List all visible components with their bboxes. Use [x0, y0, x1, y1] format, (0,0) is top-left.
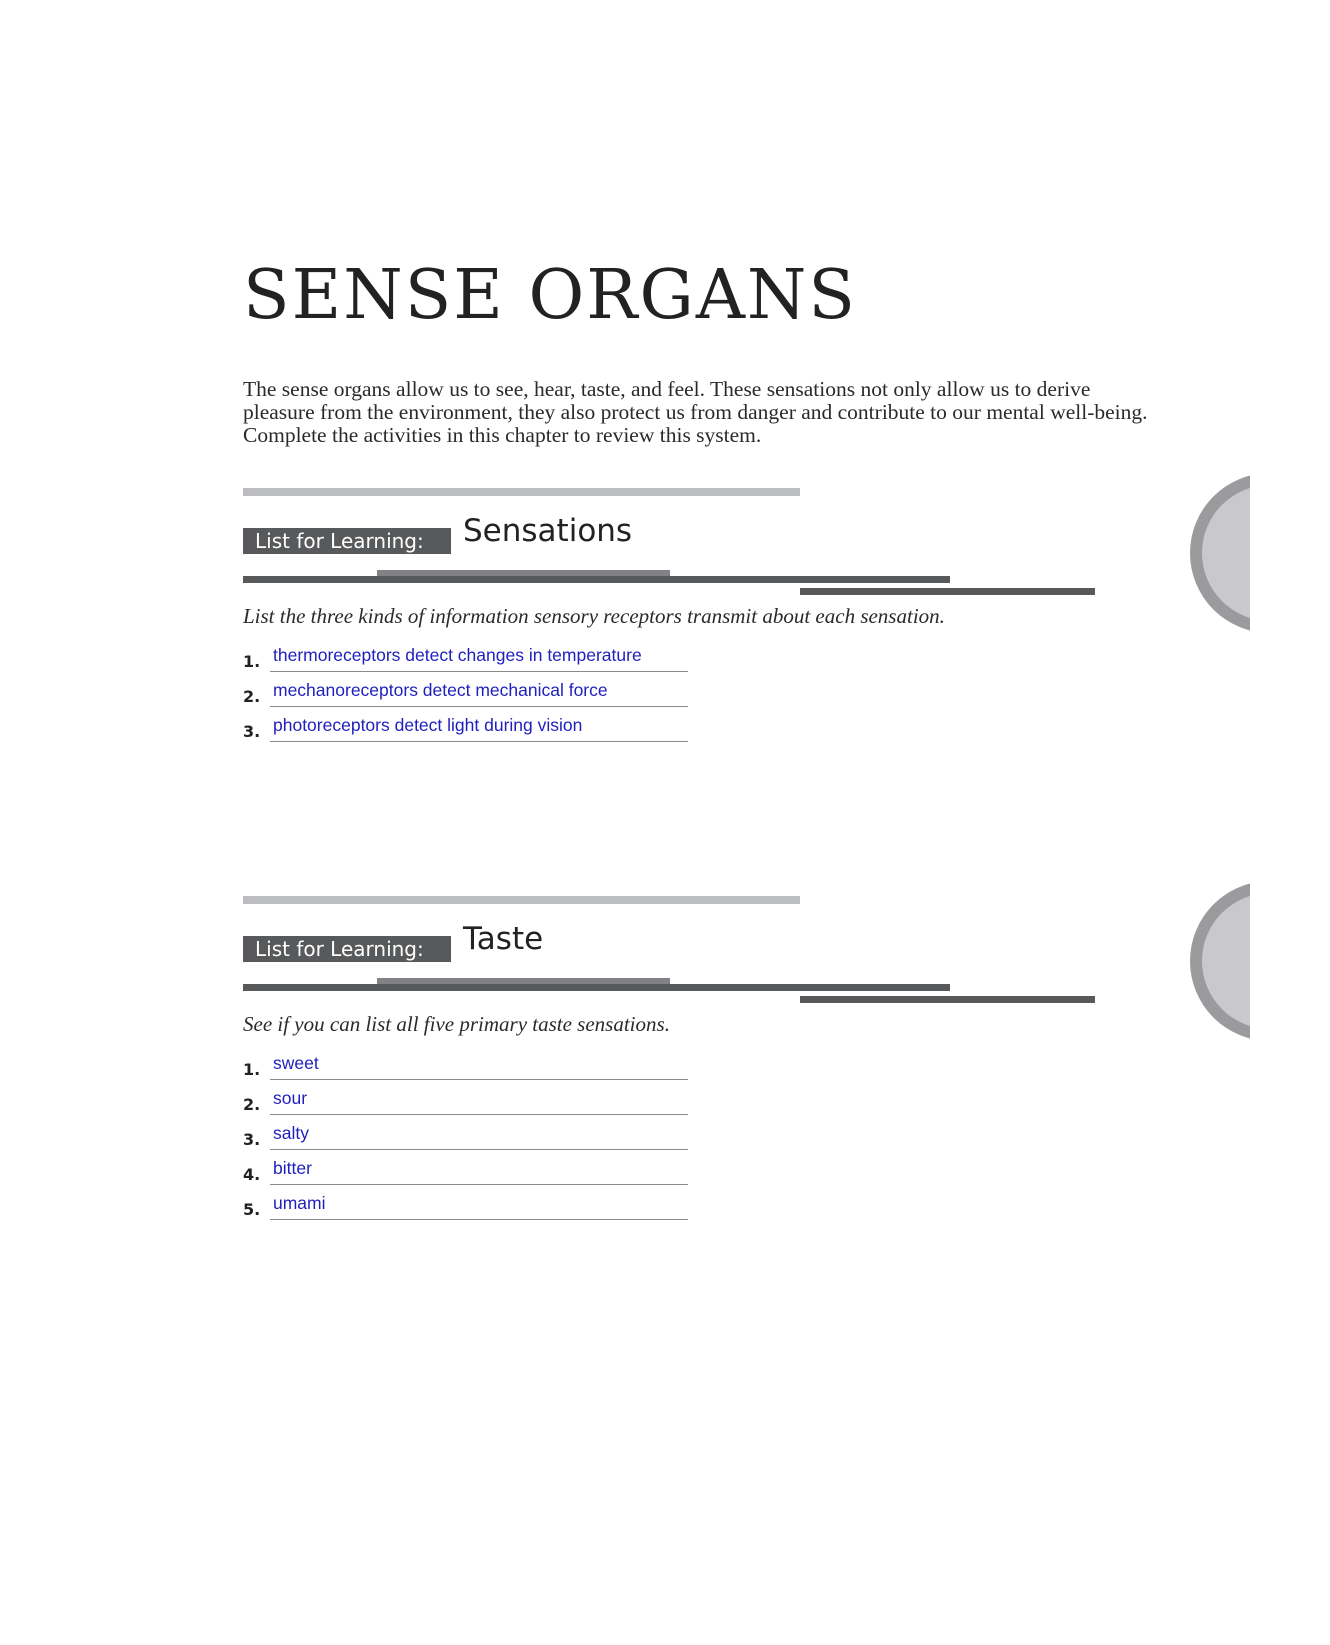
header-bar-middle [243, 984, 950, 991]
instruction-text: List the three kinds of information sensory receptors transmit about each sensation. [243, 604, 945, 628]
header-bar-top [243, 488, 800, 496]
list-item [243, 638, 693, 673]
section-taste [0, 896, 1330, 1296]
list-item [243, 1081, 693, 1116]
header-bar-middle [243, 576, 950, 583]
item-number: 3. [243, 1130, 261, 1149]
answer-list [243, 1046, 693, 1221]
list-item [243, 1116, 693, 1151]
list-item [243, 1186, 693, 1221]
answer-line [270, 1079, 688, 1080]
answer-field[interactable]: photoreceptors detect light during vision [273, 715, 583, 735]
header-bar-bottom [800, 996, 1095, 1003]
header-bar-top [243, 896, 800, 904]
item-number: 1. [243, 652, 261, 671]
list-item [243, 708, 693, 743]
answer-line [270, 671, 688, 672]
answer-field[interactable]: mechanoreceptors detect mechanical force [273, 680, 608, 700]
item-number: 2. [243, 687, 261, 706]
answer-line [270, 1219, 688, 1220]
chapter-tab [1190, 881, 1250, 1041]
answer-field[interactable]: salty [273, 1123, 309, 1143]
instruction-text: See if you can list all five primary taste sensations. [243, 1012, 670, 1036]
section-sensations [0, 488, 1330, 888]
answer-field[interactable]: bitter [273, 1158, 312, 1178]
answer-line [270, 1184, 688, 1185]
item-number: 5. [243, 1200, 261, 1219]
list-item [243, 1046, 693, 1081]
list-item [243, 1151, 693, 1186]
item-number: 2. [243, 1095, 261, 1114]
answer-field[interactable]: umami [273, 1193, 326, 1213]
header-bar-bottom [800, 588, 1095, 595]
answer-line [270, 741, 688, 742]
answer-line [270, 706, 688, 707]
answer-field[interactable]: thermoreceptors detect changes in temperature [273, 645, 642, 665]
item-number: 1. [243, 1060, 261, 1079]
answer-field[interactable]: sour [273, 1088, 308, 1108]
section-title: Taste [463, 921, 544, 957]
list-item [243, 673, 693, 708]
answer-line [270, 1149, 688, 1150]
section-title: Sensations [463, 513, 633, 549]
intro-paragraph: The sense organs allow us to see, hear, taste, and feel. These sensations not only allow us to derive pleasure from the environment, they also protect us from danger and contribute to our mental well-being. Complete the activities in this chapter to review this system. [243, 377, 1148, 447]
answer-line [270, 1114, 688, 1115]
page-title: SENSE ORGANS [243, 256, 858, 335]
answer-list [243, 638, 693, 743]
list-for-learning-tag: List for Learning: [243, 528, 451, 554]
answer-field[interactable]: sweet [273, 1053, 319, 1073]
item-number: 4. [243, 1165, 261, 1184]
item-number: 3. [243, 722, 261, 741]
list-for-learning-tag: List for Learning: [243, 936, 451, 962]
chapter-tab [1190, 473, 1250, 633]
